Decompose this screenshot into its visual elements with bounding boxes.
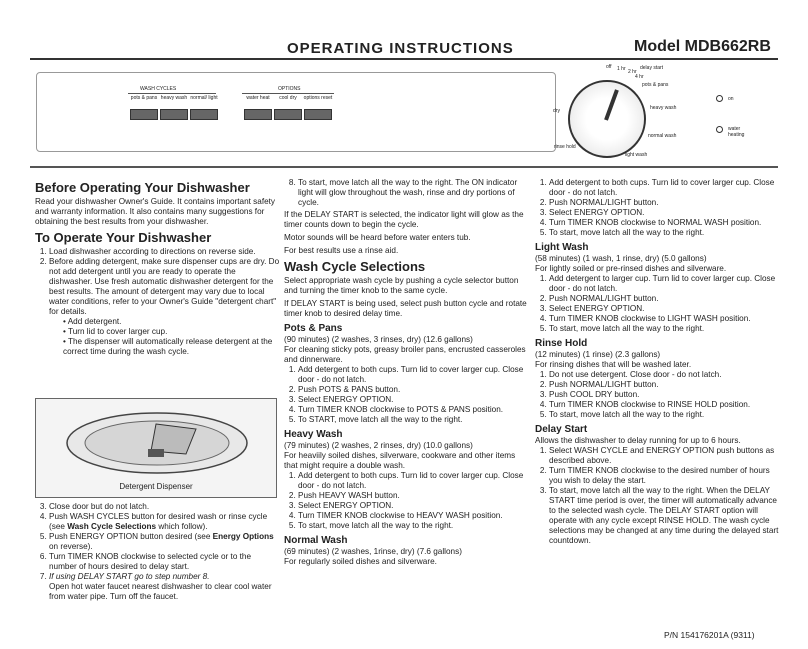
rinse-hold-steps <box>549 370 780 420</box>
heavy-step: 1. Add detergent to both cups. Turn lid to cover larger cup. Close door - do not latch. <box>298 471 529 491</box>
light-wash-desc: For lightly soiled or pre-rinsed dishes and silverware. <box>535 264 727 273</box>
options-divider <box>242 93 334 94</box>
pots-pans-desc: For cleaning sticky pots, greasy broiler pans, encrusted casseroles and dinnerware. <box>284 345 526 364</box>
normal-wash-heading: Normal Wash <box>284 535 348 546</box>
wash-cycle-selections-heading: Wash Cycle Selections <box>284 259 426 274</box>
normal-step: 1. Add detergent to both cups. Turn lid to cover larger cup. Close door - do not latch. <box>549 178 780 198</box>
dial-2hr-label: 2 hr <box>628 69 637 75</box>
dial-light-wash-label: light wash <box>625 152 648 158</box>
normal-light-btn-label: normal/ light <box>190 95 218 101</box>
to-operate-heading: To Operate Your Dishwasher <box>35 230 212 245</box>
light-step: 5. To start, move latch all the way to the right. <box>549 324 780 334</box>
heavy-wash-desc: For heaviily soiled dishes, silverware, cookware and other items that might require a double wash. <box>284 451 516 470</box>
delay-step: 3. To start, move latch all the way to the right. When the DELAY START time period is over, the timer will automatically advance to the selected wash cycle. The DELAY START option will operate with any cycle except RINSE HOLD. The wash cycle selections may be changed at any time during the delayed start countdown. <box>549 486 780 546</box>
wash-cycle-intro-1: Select appropriate wash cycle by pushing a cycle selector button and turning the timer knob to the same cycle. <box>284 276 519 295</box>
heavy-wash-steps <box>298 471 529 531</box>
light-step: 1. Add detergent to larger cup. Turn lid to cover larger cup. Close door - do not latch. <box>549 274 780 294</box>
motor-note: Motor sounds will be heard before water enters tub. <box>284 233 471 242</box>
options-label: OPTIONS <box>278 86 301 92</box>
detergent-bullets <box>63 317 280 357</box>
options-reset-button <box>304 109 332 120</box>
rinse-step: 4. Turn TIMER KNOB clockwise to RINSE HOLD position. <box>549 400 780 410</box>
wash-cycles-label: WASH CYCLES <box>140 86 177 92</box>
dial-dry-label: dry <box>553 108 560 114</box>
heavy-step: 5. To start, move latch all the way to the right. <box>298 521 529 531</box>
rinse-hold-info: (12 minutes) (1 rinse) (2.3 gallons) <box>535 350 661 359</box>
pots-pans-button <box>130 109 158 120</box>
operate-step-5 <box>49 532 280 552</box>
part-number: P/N 154176201A (9311) <box>664 630 755 640</box>
delay-start-heading: Delay Start <box>535 424 588 435</box>
step-5-text-a: Push ENERGY OPTION button desired (see <box>49 532 213 541</box>
detergent-dispenser-figure <box>35 398 277 498</box>
delay-start-steps <box>549 446 780 546</box>
step-5-text-c: on reverse). <box>49 542 93 551</box>
step-4-text-c: which follow). <box>156 522 208 531</box>
rinse-step: 3. Push COOL DRY button. <box>549 390 780 400</box>
heavy-wash-heading: Heavy Wash <box>284 429 343 440</box>
operate-step-2 <box>49 257 280 357</box>
dial-delay-start-label: delay start <box>640 65 664 71</box>
light-step: 4. Turn TIMER KNOB clockwise to LIGHT WASH position. <box>549 314 780 324</box>
light-wash-steps <box>549 274 780 334</box>
before-operating-text: Read your dishwasher Owner's Guide. It contains important safety and warranty information. It also contains many suggestions for obtaining the best results from your dishwasher. <box>35 197 276 226</box>
normal-step: 5. To start, move latch all the way to the right. <box>549 228 780 238</box>
operate-step-8: 8. To start, move latch all the way to the right. The ON indicator light will glow throughout the wash, rinse and dry portions of cycle. <box>298 178 529 208</box>
heavy-wash-btn-label: heavy wash <box>160 95 188 101</box>
operate-step-8-list <box>298 178 529 208</box>
operate-step-4 <box>49 512 280 532</box>
heavy-wash-info: (79 minutes) (2 washes, 2 rinses, dry) (10.0 gallons) <box>284 441 473 450</box>
heavy-step: 3. Select ENERGY OPTION. <box>298 501 529 511</box>
options-reset-btn-label: options reset <box>303 95 333 101</box>
pots-pans-info: (90 minutes) (2 washes, 3 rinses, dry) (12.6 gallons) <box>284 335 473 344</box>
light-step: 2. Push NORMAL/LIGHT button. <box>549 294 780 304</box>
dial-heavy-wash-label: heavy wash <box>650 105 677 111</box>
heavy-wash-button <box>160 109 188 120</box>
detergent-bullet: • Add detergent. <box>63 317 280 327</box>
pots-step: 5. To START, move latch all the way to the right. <box>298 415 529 425</box>
dial-pots-pans-label: pots & pans <box>642 82 669 88</box>
normal-light-button <box>190 109 218 120</box>
heavy-step: 2. Push HEAVY WASH button. <box>298 491 529 501</box>
before-operating-heading: Before Operating Your Dishwasher <box>35 180 250 195</box>
pots-step: 3. Select ENERGY OPTION. <box>298 395 529 405</box>
normal-wash-steps <box>549 178 780 238</box>
rinse-aid-note: For best results use a rinse aid. <box>284 246 399 255</box>
pots-pans-steps <box>298 365 529 425</box>
column-3 <box>535 178 780 548</box>
water-heating-indicator-label: water heating <box>728 126 745 138</box>
detergent-dispenser-icon <box>36 399 278 479</box>
step-7-italic: If using DELAY START go to step number 8. <box>49 572 210 581</box>
pots-pans-heading: Pots & Pans <box>284 323 343 334</box>
water-heat-btn-label: water heat <box>246 95 270 101</box>
pots-step: 2. Push POTS & PANS button. <box>298 385 529 395</box>
detergent-bullet: • Turn lid to cover larger cup. <box>63 327 280 337</box>
normal-step: 3. Select ENERGY OPTION. <box>549 208 780 218</box>
cool-dry-btn-label: cool dry <box>279 95 297 101</box>
control-panel-illustration <box>30 60 778 168</box>
operate-step-3: 3. Close door but do not latch. <box>49 502 280 512</box>
detergent-bullet: • The dispenser will automatically release detergent at the correct time during the wash cycle. <box>63 337 280 357</box>
delay-note: If the DELAY START is selected, the indicator light will glow as the timer counts down to begin the cycle. <box>284 210 524 229</box>
normal-wash-info: (69 minutes) (2 washes, 1rinse, dry) (7.6 gallons) <box>284 547 462 556</box>
wash-cycles-divider <box>128 93 216 94</box>
operate-step-7 <box>49 572 280 602</box>
rinse-hold-heading: Rinse Hold <box>535 338 588 349</box>
pots-step: 1. Add detergent to both cups. Turn lid to cover larger cup. Close door - do not latch. <box>298 365 529 385</box>
figure-caption: Detergent Dispenser <box>119 482 193 491</box>
column-2 <box>284 178 529 567</box>
operate-step-2-text: Before adding detergent, make sure dispenser cups are dry. Do not add detergent until you are ready to operate the dishwasher. Use fresh automatic dishwasher detergent for the best results. The amount of detergent may vary due to local water conditions, refer to your Owner's Guide "detergent chart" for details. <box>49 257 280 316</box>
operate-steps-list <box>49 247 280 357</box>
operate-steps-continued <box>49 502 280 602</box>
rinse-step: 2. Push NORMAL/LIGHT button. <box>549 380 780 390</box>
normal-step: 4. Turn TIMER KNOB clockwise to NORMAL WASH position. <box>549 218 780 228</box>
dial-4hr-label: 4 hr <box>635 74 644 80</box>
water-heat-button <box>244 109 272 120</box>
water-heating-indicator-light <box>716 126 723 133</box>
pots-pans-btn-label: pots & pans <box>130 95 158 101</box>
on-indicator-light <box>716 95 723 102</box>
rinse-step: 1. Do not use detergent. Close door - do not latch. <box>549 370 780 380</box>
column-1-lower <box>35 502 280 604</box>
pots-step: 4. Turn TIMER KNOB clockwise to POTS & PANS position. <box>298 405 529 415</box>
rinse-hold-desc: For rinsing dishes that will be washed later. <box>535 360 692 369</box>
wash-cycle-intro-2: If DELAY START is being used, select push button cycle and rotate timer knob to desired delay time. <box>284 299 527 318</box>
step-4-text-bold: Wash Cycle Selections <box>67 522 157 531</box>
heavy-step: 4. Turn TIMER KNOB clockwise to HEAVY WASH position. <box>298 511 529 521</box>
operate-step-1: 1. Load dishwasher according to directions on reverse side. <box>49 247 280 257</box>
header-title: OPERATING INSTRUCTIONS <box>287 40 514 57</box>
delay-start-desc: Allows the dishwasher to delay running for up to 6 hours. <box>535 436 741 445</box>
step-7-text: Open hot water faucet nearest dishwasher to clear cool water from water pipe. Turn off the faucet. <box>49 582 272 601</box>
normal-step: 2. Push NORMAL/LIGHT button. <box>549 198 780 208</box>
step-4-text-a: Push WASH CYCLES button for desired wash or rinse cycle (see <box>49 512 268 531</box>
dial-normal-wash-label: normal wash <box>648 133 677 139</box>
dial-rinse-hold-label: rinse hold <box>554 144 576 150</box>
rinse-step: 5. To start, move latch all the way to the right. <box>549 410 780 420</box>
step-5-text-bold: Energy Options <box>212 532 274 541</box>
dial-1hr-label: 1 hr <box>617 66 626 72</box>
delay-step: 1. Select WASH CYCLE and ENERGY OPTION push buttons as described above. <box>549 446 780 466</box>
dial-off-label: off <box>606 64 612 70</box>
light-step: 3. Select ENERGY OPTION. <box>549 304 780 314</box>
light-wash-heading: Light Wash <box>535 242 589 253</box>
header-model: Model MDB662RB <box>634 38 771 55</box>
delay-step: 2. Turn TIMER KNOB clockwise to the desired number of hours you wish to delay the start. <box>549 466 780 486</box>
operate-step-6: 6. Turn TIMER KNOB clockwise to selected cycle or to the number of hours desired to delay start. <box>49 552 280 572</box>
normal-wash-desc: For regularly soiled dishes and silverware. <box>284 557 437 566</box>
on-indicator-label: on <box>728 96 734 102</box>
cool-dry-button <box>274 109 302 120</box>
light-wash-info: (58 minutes) (1 wash, 1 rinse, dry) (5.0 gallons) <box>535 254 707 263</box>
column-1 <box>35 178 280 359</box>
